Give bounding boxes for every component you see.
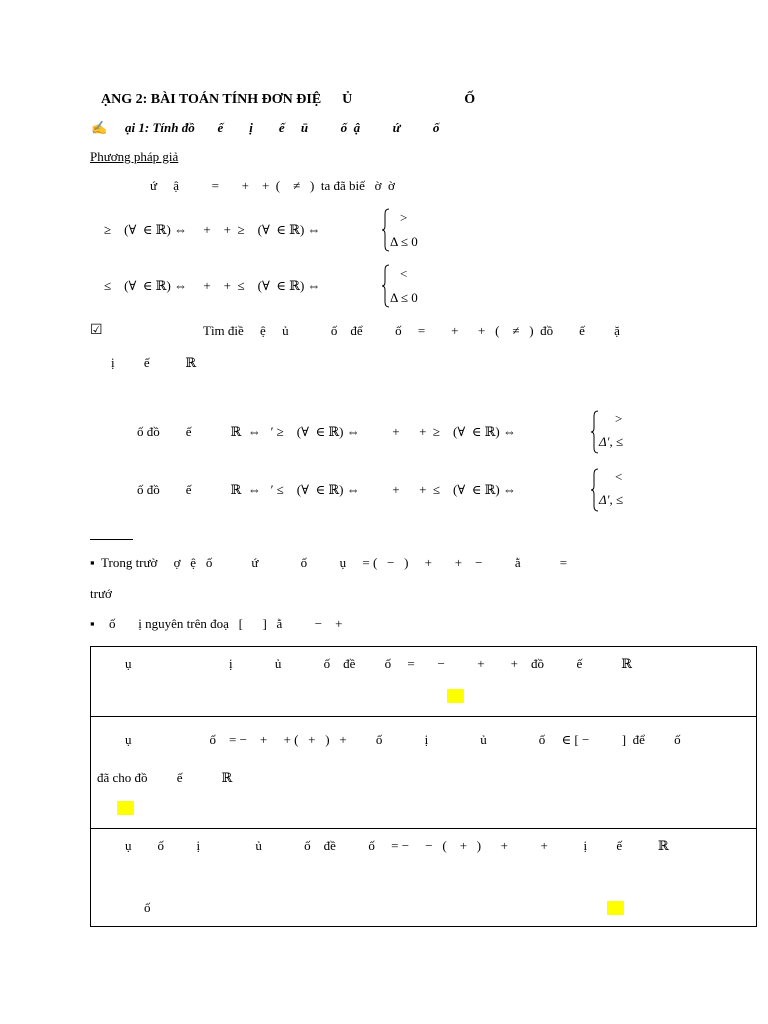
dec-condition-bottom: Δ′, ≤: [599, 492, 624, 507]
brace-icon: [591, 468, 599, 512]
condition-increasing-top: >: [400, 210, 408, 225]
method-label: Phương pháp giả: [90, 149, 179, 164]
answer-highlight: [447, 689, 464, 703]
task-line-2: ị ế ℝ: [111, 355, 197, 370]
note-2: ố ị nguyên trên đoạ [ ] ằ − +: [109, 616, 343, 631]
condition-increasing-bottom: Δ ≤ 0: [390, 234, 418, 249]
condition-decreasing-bottom: Δ ≤ 0: [390, 290, 418, 305]
dec-condition: ố đồ ế ℝ ⇔ ′ ≤ (∀ ∈ ℝ) ⇔ + + ≤ (∀ ∈ ℝ) ⇔: [137, 482, 516, 497]
note-1: Trong trườ ợ ệ ố ứ ố ụ = ( − ) + + − ằ =: [101, 555, 568, 570]
pencil-icon: ✍: [91, 120, 108, 135]
condition-decreasing: ≤ (∀ ∈ ℝ) ⇔ + + ≤ (∀ ∈ ℝ) ⇔: [104, 278, 321, 293]
brace-icon: [382, 264, 390, 308]
example-3-line-2: ố: [144, 900, 151, 915]
example-row: [91, 717, 757, 829]
example-3-line-1: ụ ố ị ủ ố đề ố = − − ( + ) + + ị ế ℝ: [125, 838, 669, 853]
task-line: Tìm điề ệ ủ ố để ố = + + ( ≠ ) đồ ế ặ: [203, 323, 620, 338]
checkbox-icon: ☑: [90, 323, 103, 338]
inc-condition-bottom: Δ′, ≤: [599, 434, 624, 449]
brace-icon: [382, 208, 390, 252]
answer-highlight: [117, 801, 134, 815]
dec-condition-top: <: [615, 469, 623, 484]
example-row: [91, 829, 757, 927]
condition-increasing: ≥ (∀ ∈ ℝ) ⇔ + + ≥ (∀ ∈ ℝ) ⇔: [104, 222, 321, 237]
example-row: [91, 647, 757, 717]
type-heading: ại 1: Tính đồ ế ị ế ū ố ậ ứ ố: [125, 120, 440, 135]
divider: [90, 539, 133, 540]
inc-condition-top: >: [615, 411, 623, 426]
note-1-continued: trướ: [90, 586, 112, 601]
inc-condition: ố đồ ế ℝ ⇔ ′ ≥ (∀ ∈ ℝ) ⇔ + + ≥ (∀ ∈ ℝ) ⇔: [137, 424, 516, 439]
bullet-icon: ▪: [90, 616, 95, 631]
section-heading: ẠNG 2: BÀI TOÁN TÍNH ĐƠN ĐIỆ Ủ Ố: [101, 92, 476, 107]
example-2-line-2: đã cho đồ ế ℝ: [97, 770, 233, 785]
condition-decreasing-top: <: [400, 266, 408, 281]
brace-icon: [591, 410, 599, 454]
bullet-icon: ▪: [90, 555, 95, 570]
method-line: ứ ậ = + + ( ≠ ) ta đã biế ờ ờ: [150, 178, 395, 193]
example-2-line-1: ụ ố = − + + ( + ) + ố ị ủ ố ∈ [ − ] để ố: [125, 732, 681, 747]
answer-highlight: [607, 901, 624, 915]
examples-table: [90, 646, 757, 927]
example-1-line-1: ụ ị ủ ố đề ố = − + + đồ ế ℝ: [125, 656, 633, 671]
